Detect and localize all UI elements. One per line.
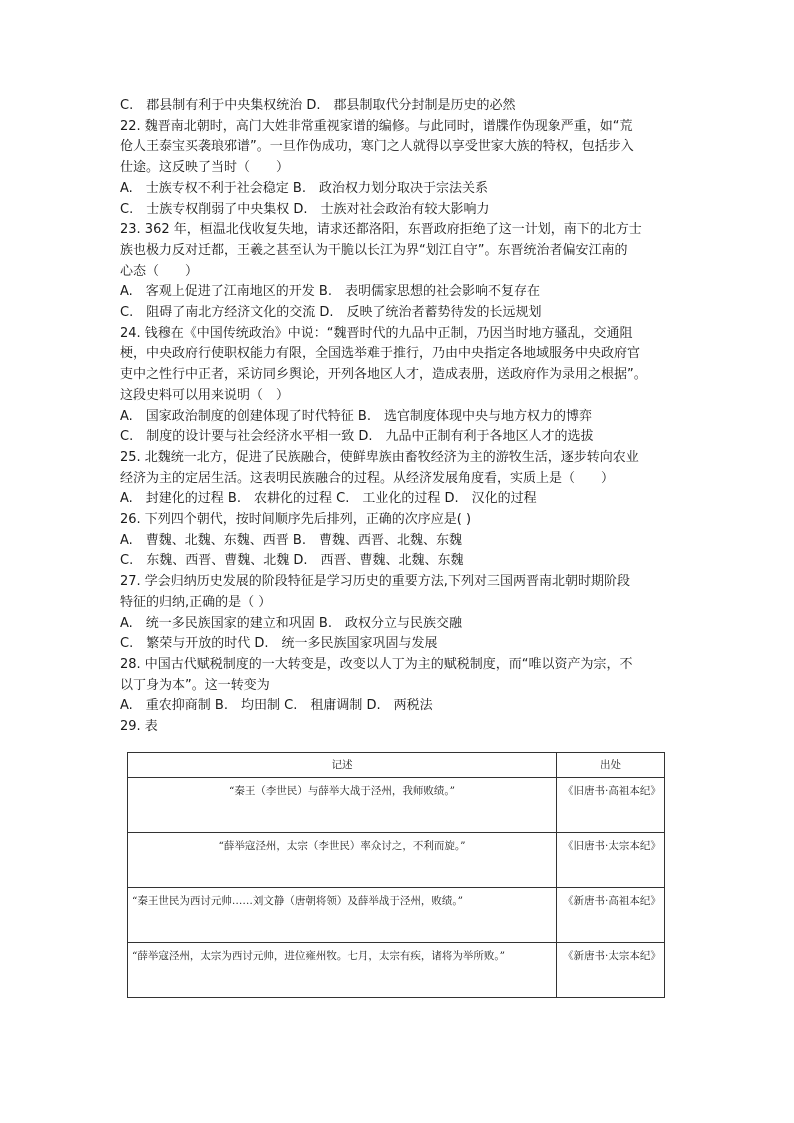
question-24: [120, 324, 676, 448]
q26-options-ab: A. 曹魏、北魏、东魏、西晋 B. 曹魏、西晋、北魏、东魏: [120, 532, 462, 548]
q24-stem-line: 梗，中央政府行使职权能力有限，全国选举难于推行，乃由中央指定各地域服务中央政府官: [120, 346, 641, 362]
q27-options-ab: A. 统一多民族国家的建立和巩固 B. 政权分立与民族交融: [120, 615, 462, 631]
q23-options-cd: C. 阻碍了南北方经济文化的交流 D. 反映了统治者蓄势待发的长远规划: [120, 305, 542, 321]
q23-stem-line: 心态（ ）: [120, 263, 199, 279]
q22-stem-line: 伧人王泰宝买袭琅邪谱”。一旦作伪成功，寒门之人就得以享受世家大族的特权，包括步入: [120, 139, 634, 155]
q28-stem-line: 28. 中国古代赋税制度的一大转变是，改变以人丁为主的赋税制度，而“唯以资产为宗，不: [120, 656, 633, 672]
record-cell: “薛举寇泾州，太宗（李世民）率众讨之，不利而旋。”: [128, 833, 557, 888]
q26-stem-line: 26. 下列四个朝代，按时间顺序先后排列，正确的次序应是( ): [120, 512, 472, 528]
table-row: [128, 778, 665, 833]
q24-stem-line: 这段史料可以用来说明（ ）: [120, 387, 290, 403]
q27-stem-line: 27. 学会归纳历史发展的阶段特征是学习历史的重要方法,下列对三国两晋南北朝时期阶段: [120, 574, 630, 590]
table-row: [128, 833, 665, 888]
question-26: [120, 510, 676, 572]
record-cell: “秦王（李世民）与薛举大战于泾州，我师败绩。”: [128, 778, 557, 833]
q23-stem-line: 族也极力反对迁都，王羲之甚至认为干脆以长江为界“划江自守”。东晋统治者偏安江南的: [120, 242, 628, 258]
q26-options-cd: C. 东魏、西晋、曹魏、北魏 D. 西晋、曹魏、北魏、东魏: [120, 553, 464, 569]
q22-stem-line: 仕途。这反映了当时（ ）: [120, 160, 290, 176]
q28-stem-line: 以丁身为本”。这一转变为: [120, 677, 270, 693]
q27-stem-line: 特征的归纳,正确的是（ ）: [120, 594, 272, 610]
q29-label: 29. 表: [120, 719, 158, 735]
q24-options-cd: C. 制度的设计要与社会经济水平相一致 D. 九品中正制有利于各地区人才的选拔: [120, 429, 594, 445]
table-row: [128, 888, 665, 943]
source-cell: 《旧唐书·太宗本纪》: [557, 833, 665, 888]
record-cell: “秦王世民为西讨元帅……刘文静（唐朝将领）及薛举战于泾州，败绩。”: [128, 888, 557, 943]
header-record: 记述: [128, 753, 557, 778]
question-22: [120, 117, 676, 221]
q24-stem-line: 吏中之性行中正者，采访同乡舆论，开列各地区人才，造成表册，送政府作为录用之根据”。: [120, 367, 647, 383]
source-cell: 《旧唐书·高祖本纪》: [557, 778, 665, 833]
q25-options: A. 封建化的过程 B. 农耕化的过程 C. 工业化的过程 D. 汉化的过程: [120, 491, 537, 507]
q24-options-ab: A. 国家政治制度的创建体现了时代特征 B. 选官制度体现中央与地方权力的博弈: [120, 408, 592, 424]
source-cell: 《新唐书·高祖本纪》: [557, 888, 665, 943]
q27-options-cd: C. 繁荣与开放的时代 D. 统一多民族国家巩固与发展: [120, 636, 438, 652]
question-page: [120, 96, 676, 738]
history-records-table: [127, 752, 665, 998]
record-cell: “薛举寇泾州，太宗为西讨元帅，进位雍州牧。七月，太宗有疾，诸将为举所败。”: [128, 943, 557, 998]
header-source: 出处: [557, 753, 665, 778]
q22-stem-line: 22. 魏晋南北朝时，高门大姓非常重视家谱的编修。与此同时，谱牒作伪现象严重，如“荒: [120, 118, 633, 134]
question-23: [120, 220, 676, 324]
q23-options-ab: A. 客观上促进了江南地区的开发 B. 表明儒家思想的社会影响不复存在: [120, 284, 540, 300]
question-28: [120, 655, 676, 717]
source-cell: 《新唐书·太宗本纪》: [557, 943, 665, 998]
q25-stem-line: 经济为主的定居生活。这表明民族融合的过程。从经济发展角度看，实质上是（ ）: [120, 470, 615, 486]
question-27: [120, 572, 676, 655]
q28-options: A. 重农抑商制 B. 均田制 C. 租庸调制 D. 两税法: [120, 698, 433, 714]
table-header-row: [128, 753, 665, 778]
q25-stem-line: 25. 北魏统一北方，促进了民族融合，使鲜卑族由畜牧经济为主的游牧生活，逐步转向农业: [120, 449, 639, 465]
q21-option-line: C. 郡县制有利于中央集权统治 D. 郡县制取代分封制是历史的必然: [120, 98, 516, 113]
q23-stem-line: 23. 362 年，桓温北伐收复失地，请求还都洛阳，东晋政府拒绝了这一计划，南下的北方士: [120, 222, 642, 238]
q22-options-cd: C. 士族专权削弱了中央集权 D. 士族对社会政治有较大影响力: [120, 201, 490, 217]
table-row: [128, 943, 665, 998]
q22-options-ab: A. 士族专权不利于社会稳定 B. 政治权力划分取决于宗法关系: [120, 180, 488, 196]
question-25: [120, 448, 676, 510]
q24-stem-line: 24. 钱穆在《中国传统政治》中说：“魏晋时代的九品中正制，乃因当时地方骚乱，交通阻: [120, 325, 633, 341]
